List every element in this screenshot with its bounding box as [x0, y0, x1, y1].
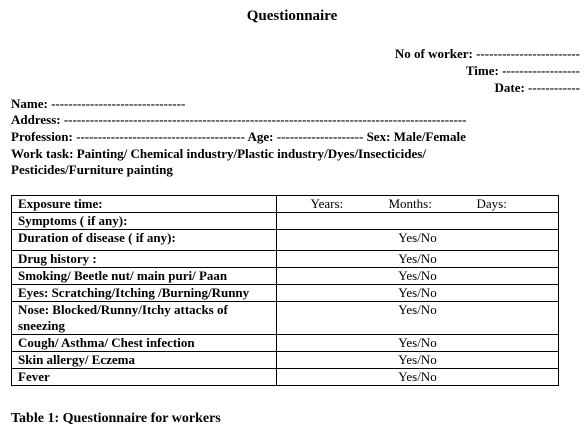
table-row	[12, 352, 559, 369]
table-header-row	[12, 196, 559, 213]
row-label: Smoking/ Beetle nut/ main puri/ Paan	[12, 268, 277, 285]
profession-field: Profession: ---------------------------------------	[11, 129, 245, 144]
row-label: Drug history :	[12, 251, 277, 268]
months-label: Months:	[388, 196, 432, 211]
row-value: Yes/No	[277, 285, 559, 302]
table-row	[12, 369, 559, 386]
work-task-line-1: Work task: Painting/ Chemical industry/Plastic industry/Dyes/Insecticides/	[11, 146, 426, 161]
row-label: Skin allergy/ Eczema	[12, 352, 277, 369]
table-caption: Table 1: Questionnaire for workers	[11, 411, 221, 426]
table-row	[12, 285, 559, 302]
table-row	[12, 335, 559, 352]
row-value: Yes/No	[277, 251, 559, 268]
name-field: Name: -------------------------------	[11, 96, 186, 111]
row-label: Symptoms ( if any):	[12, 213, 277, 230]
profession-row	[11, 129, 466, 145]
row-label: Duration of disease ( if any):	[12, 230, 277, 251]
row-label: Cough/ Asthma/ Chest infection	[12, 335, 277, 352]
row-label: Nose: Blocked/Runny/Itchy attacks of sneezing	[12, 302, 277, 335]
row-value: Yes/No	[277, 230, 559, 251]
row-value: Yes/No	[277, 268, 559, 285]
row-value: Yes/No	[277, 335, 559, 352]
document-title: Questionnaire	[246, 8, 338, 24]
no-of-worker-field: No of worker: ------------------------	[394, 46, 580, 61]
table-row	[12, 251, 559, 268]
table-row	[12, 268, 559, 285]
address-field: Address: ---------------------------------------------------------------------------------------------	[11, 112, 467, 127]
row-label: Eyes: Scratching/Itching /Burning/Runny	[12, 285, 277, 302]
sex-field: Sex: Male/Female	[366, 129, 466, 144]
date-field: Date: ------------	[494, 80, 580, 95]
years-label: Years:	[310, 196, 344, 211]
row-value: Yes/No	[277, 302, 559, 335]
exposure-time-label: Exposure time:	[12, 196, 277, 213]
row-value	[277, 213, 559, 230]
table-row	[12, 230, 559, 251]
questionnaire-table	[11, 195, 559, 386]
row-value: Yes/No	[277, 352, 559, 369]
days-label: Days:	[476, 196, 507, 211]
age-field: Age: --------------------	[247, 129, 364, 144]
time-field: Time: ------------------	[465, 63, 580, 78]
row-label: Fever	[12, 369, 277, 386]
row-value: Yes/No	[277, 369, 559, 386]
table-row	[12, 213, 559, 230]
work-task-line-2: Pesticides/Furniture painting	[11, 162, 173, 177]
exposure-time-values	[277, 196, 559, 213]
table-row	[12, 302, 559, 335]
